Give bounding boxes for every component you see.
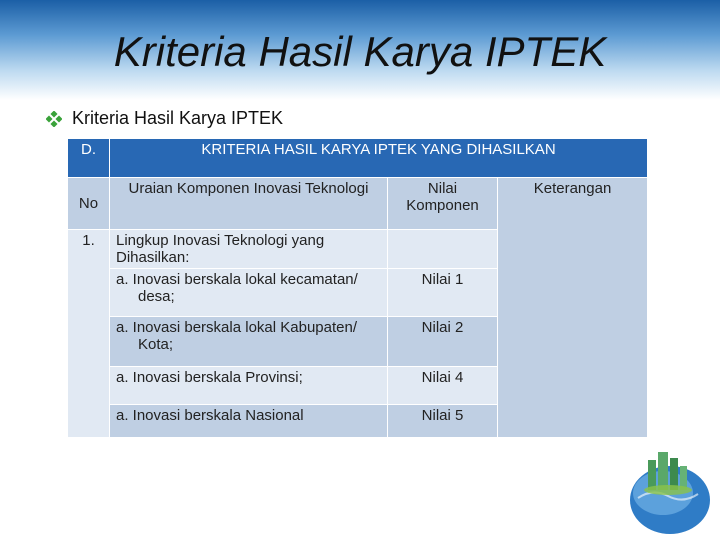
- col-keterangan-header: Keterangan: [498, 178, 648, 438]
- header-section-title: KRITERIA HASIL KARYA IPTEK YANG DIHASILKAN: [110, 139, 648, 178]
- row-number: 1.: [68, 230, 110, 438]
- criteria-table: [67, 138, 648, 438]
- item-value: Nilai 1: [388, 269, 498, 317]
- bullet-item: [46, 108, 283, 129]
- diamond-bullet-icon: [46, 111, 62, 127]
- table-header-row: [68, 139, 648, 178]
- col-no-header: No: [68, 178, 110, 230]
- item-value: Nilai 4: [388, 367, 498, 405]
- item-description: a. Inovasi berskala lokal Kabupaten/ Kota;: [110, 317, 388, 367]
- group-value-empty: [388, 230, 498, 269]
- item-value: Nilai 2: [388, 317, 498, 367]
- bullet-text: Kriteria Hasil Karya IPTEK: [72, 108, 284, 128]
- item-value: Nilai 5: [388, 405, 498, 438]
- group-description: Lingkup Inovasi Teknologi yang Dihasilkan:: [110, 230, 388, 269]
- slide-title: Kriteria Hasil Karya IPTEK: [113, 28, 607, 75]
- col-nilai-header: Nilai Komponen: [388, 178, 498, 230]
- table-subheader-row: [68, 178, 648, 230]
- item-description: a. Inovasi berskala lokal kecamatan/ desa;: [110, 269, 388, 317]
- globe-city-icon: [618, 438, 718, 538]
- header-section-code: D.: [68, 139, 110, 178]
- col-uraian-header: Uraian Komponen Inovasi Teknologi: [110, 178, 388, 230]
- item-description: a. Inovasi berskala Provinsi;: [110, 367, 388, 405]
- item-description: a. Inovasi berskala Nasional: [110, 405, 388, 438]
